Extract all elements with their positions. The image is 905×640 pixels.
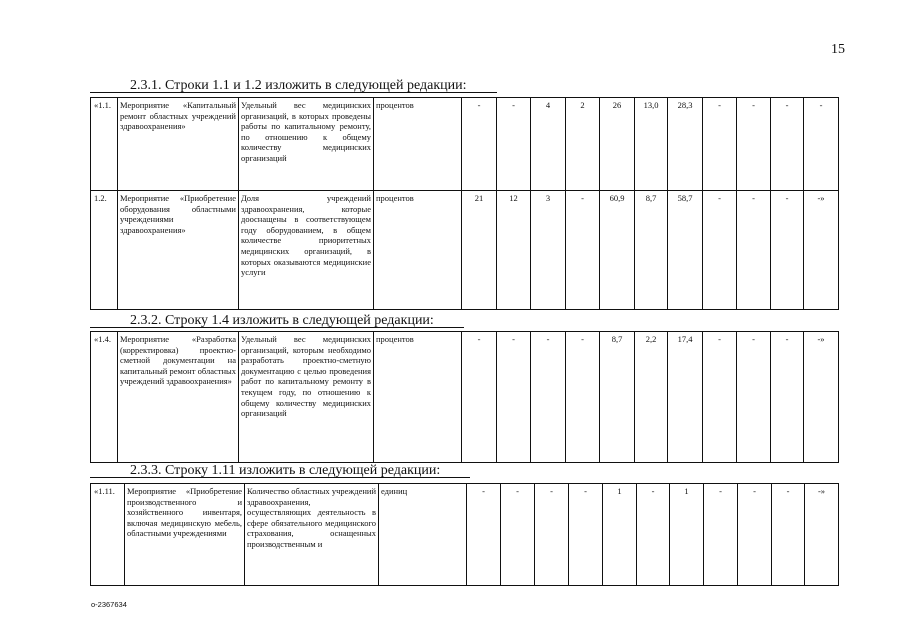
- indicator-cell: Количество областных учреждений здравоохранения, осуществляющих деятельность в сфере обязательного медицинского страхования, оснащенных производственным и: [245, 484, 379, 586]
- table-row: [91, 332, 839, 463]
- value-cell: 13,0: [635, 98, 668, 191]
- value-cell: 2: [566, 98, 600, 191]
- value-cell: -: [566, 332, 600, 463]
- value-cell: -: [569, 484, 603, 586]
- value-cell: -: [771, 332, 804, 463]
- value-cell: 3: [531, 191, 566, 310]
- value-cell: 8,7: [600, 332, 635, 463]
- value-cell: 12: [497, 191, 531, 310]
- value-cell: 60,9: [600, 191, 635, 310]
- value-cell: -»: [805, 484, 839, 586]
- row-number: «1.1.: [91, 98, 118, 191]
- value-cell: -: [462, 332, 497, 463]
- event-cell: Мероприятие «Капитальный ремонт областных учреждений здравоохранения»: [118, 98, 239, 191]
- value-cell: -: [804, 98, 839, 191]
- event-cell: Мероприятие «Разработка (корректировка) проектно-сметной документации на капитальный ремонт областных учреждений здравоохранения»: [118, 332, 239, 463]
- value-cell: 21: [462, 191, 497, 310]
- footer-document-code: о-2367634: [91, 600, 127, 609]
- value-cell: -: [497, 98, 531, 191]
- table-row: [91, 191, 839, 310]
- value-cell: -: [566, 191, 600, 310]
- table-rows-1-1-1-2: [90, 97, 839, 310]
- value-cell: -: [737, 332, 771, 463]
- event-cell: Мероприятие «Приобретение оборудования областными учреждениями здравоохранения»: [118, 191, 239, 310]
- value-cell: -: [703, 98, 737, 191]
- value-cell: -: [467, 484, 501, 586]
- value-cell: -»: [804, 332, 839, 463]
- value-cell: -: [703, 332, 737, 463]
- section-heading-2-3-2: 2.3.2. Строку 1.4 изложить в следующей редакции:: [130, 313, 434, 329]
- table-row-1-11: [90, 483, 839, 586]
- table-row-1-4: [90, 331, 839, 463]
- row-number: 1.2.: [91, 191, 118, 310]
- value-cell: -: [771, 191, 804, 310]
- value-cell: -»: [804, 191, 839, 310]
- unit-cell: процентов: [374, 98, 462, 191]
- value-cell: 8,7: [635, 191, 668, 310]
- value-cell: -: [637, 484, 670, 586]
- indicator-cell: Доля учреждений здравоохранения, которые дооснащены в соответствующем году оборудованием, в общем количестве приоритетных медицинских организаций, в которых оказываются медицинские услуги: [239, 191, 374, 310]
- unit-cell: процентов: [374, 191, 462, 310]
- value-cell: -: [737, 191, 771, 310]
- value-cell: 1: [603, 484, 637, 586]
- row-number: «1.4.: [91, 332, 118, 463]
- value-cell: -: [771, 98, 804, 191]
- value-cell: -: [738, 484, 772, 586]
- indicator-cell: Удельный вес медицинских организаций, которым необходимо разработать проектно-сметную документацию с целью проведения работ по капитальному ремонту в текущем году, по отношению к общему количеству медицинских организаций: [239, 332, 374, 463]
- value-cell: -: [535, 484, 569, 586]
- indicator-cell: Удельный вес медицинских организаций, в которых проведены работы по капитальному ремонту, по отношению к общему количеству медицинских организаций: [239, 98, 374, 191]
- value-cell: 58,7: [668, 191, 703, 310]
- value-cell: 2,2: [635, 332, 668, 463]
- value-cell: -: [703, 191, 737, 310]
- value-cell: -: [497, 332, 531, 463]
- value-cell: 4: [531, 98, 566, 191]
- unit-cell: единиц: [379, 484, 467, 586]
- value-cell: -: [737, 98, 771, 191]
- value-cell: 1: [670, 484, 704, 586]
- row-number: «1.11.: [91, 484, 125, 586]
- section-heading-2-3-1: 2.3.1. Строки 1.1 и 1.2 изложить в следующей редакции:: [130, 78, 467, 94]
- section-heading-2-3-3: 2.3.3. Строку 1.11 изложить в следующей редакции:: [130, 463, 440, 479]
- page-number: 15: [831, 42, 845, 57]
- value-cell: 17,4: [668, 332, 703, 463]
- table-row: [91, 98, 839, 191]
- value-cell: -: [462, 98, 497, 191]
- value-cell: 26: [600, 98, 635, 191]
- value-cell: -: [704, 484, 738, 586]
- value-cell: -: [531, 332, 566, 463]
- table-row: [91, 484, 839, 586]
- unit-cell: процентов: [374, 332, 462, 463]
- value-cell: -: [501, 484, 535, 586]
- event-cell: Мероприятие «Приобретение производственного и хозяйственного инвентаря, включая медицинскую мебель, областными учреждениями: [125, 484, 245, 586]
- value-cell: -: [772, 484, 805, 586]
- value-cell: 28,3: [668, 98, 703, 191]
